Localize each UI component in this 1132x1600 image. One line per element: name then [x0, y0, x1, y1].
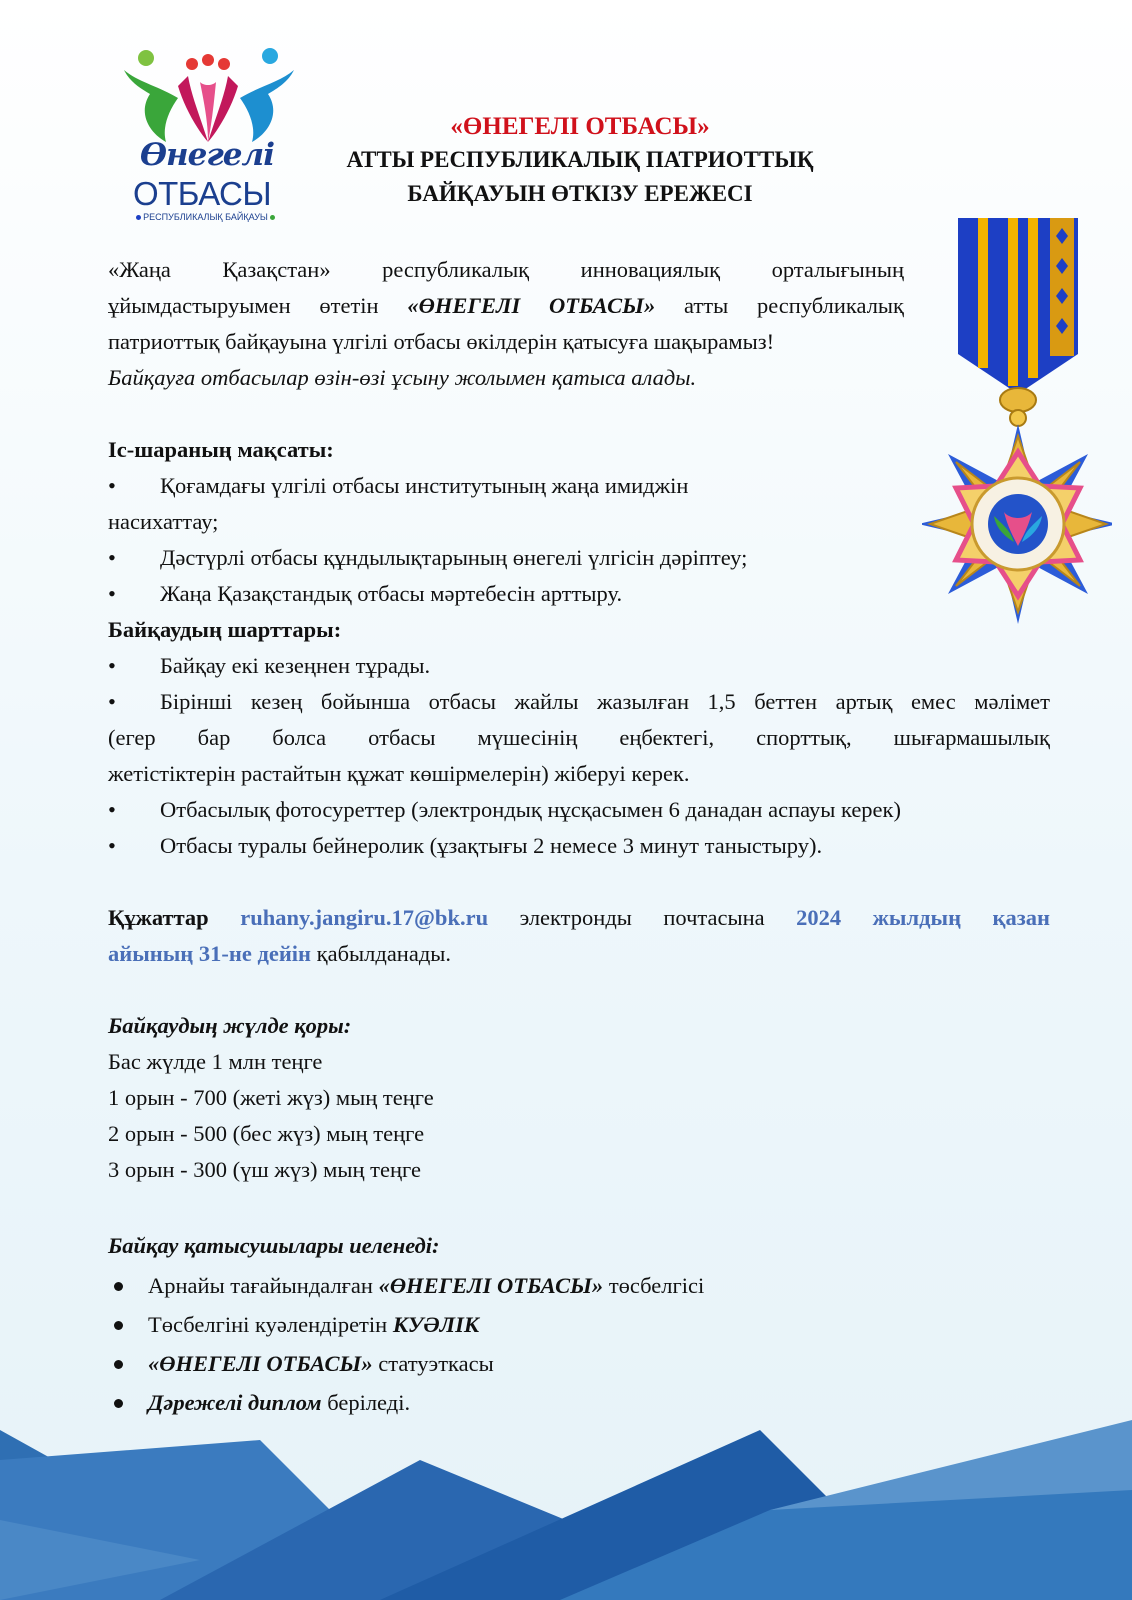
conditions-heading: Байқаудың шарттары:: [108, 617, 342, 642]
logo-script-text: Өнегелі: [140, 137, 274, 173]
conditions-item: •Байқау екі кезеңнен тұрады.: [108, 648, 1050, 684]
bullet-icon: [108, 648, 160, 684]
goals-item: •Қоғамдағы үлгілі отбасы институтының жаңа имиджін: [108, 468, 1050, 504]
award-item: «ӨНЕГЕЛІ ОТБАСЫ» статуэткасы: [108, 1344, 1050, 1383]
awards-section: [108, 1226, 1050, 1422]
documents-section: [108, 900, 1050, 972]
spacer: [108, 1188, 1050, 1226]
spacer: [108, 396, 1050, 432]
goals-item: •Жаңа Қазақстандық отбасы мәртебесін арттыру.: [108, 576, 1050, 612]
title-line-3: БАЙҚАУЫН ӨТКІЗУ ЕРЕЖЕСІ: [407, 181, 753, 206]
bullet-icon: [108, 540, 160, 576]
contact-email-link[interactable]: ruhany.jangiru.17@bk.ru: [240, 905, 489, 930]
award-item: Арнайы тағайындалған «ӨНЕГЕЛІ ОТБАСЫ» төсбелгісі: [108, 1266, 1050, 1305]
documents-line-2: айының 31-не дейін қабылданады.: [108, 941, 452, 966]
footer-decoration: [0, 1400, 1132, 1600]
conditions-section: [108, 612, 1050, 864]
prizes-section: [108, 1008, 1050, 1188]
bullet-icon: [108, 468, 160, 504]
title-line-2: АТТЫ РЕСПУБЛИКАЛЫҚ ПАТРИОТТЫҚ: [346, 147, 814, 172]
document-body: [108, 252, 1050, 1422]
intro-line-3: патриоттық байқауына үлгілі отбасы өкілдерін қатысуға шақырамыз!: [108, 329, 775, 354]
prize-first: 1 орын - 700 (жеті жүз) мың теңге: [108, 1085, 434, 1110]
document-title: [300, 110, 860, 211]
spacer: [108, 972, 1050, 1008]
bullet-icon: [108, 792, 160, 828]
prize-second: 2 орын - 500 (бес жүз) мың теңге: [108, 1121, 425, 1146]
onegeli-otbasy-logo: [118, 42, 303, 228]
goals-item-continuation: насихаттау;: [108, 509, 219, 534]
conditions-item: •Отбасылық фотосуреттер (электрондық нұсқасымен 6 данадан аспауы керек): [108, 792, 1050, 828]
contest-name-inline: «ӨНЕГЕЛІ ОТБАСЫ»: [407, 293, 656, 318]
logo-subtitle: РЕСПУБЛИКАЛЫҚ БАЙҚАУЫ: [118, 212, 293, 222]
bullet-icon: [108, 684, 160, 720]
conditions-item-continuation: (егер бар болса отбасы мүшесінің еңбектегі, спорттық, шығармашылық: [108, 725, 1050, 750]
goals-section: [108, 432, 1050, 612]
prizes-heading: Байқаудың жүлде қоры:: [108, 1013, 352, 1038]
awards-list: [108, 1266, 1050, 1422]
deadline-text: 2024 жылдың қазан: [796, 905, 1050, 930]
conditions-item-continuation: жетістіктерін растайтын құжат көшірмелерін) жіберуі керек.: [108, 761, 690, 786]
award-item: Төсбелгіні куәлендіретін КУӘЛІК: [108, 1305, 1050, 1344]
intro-paragraph: [108, 252, 904, 396]
documents-line-1: Құжаттар ruhany.jangiru.17@bk.ru электронды почтасына 2024 жылдың қазан: [108, 905, 1050, 930]
logo-word-text: ОТБАСЫ: [132, 175, 272, 212]
bullet-icon: [108, 828, 160, 864]
intro-line-1: «Жаңа Қазақстан» республикалық инновациялық орталығының: [108, 257, 904, 282]
awards-heading: Байқау қатысушылары иеленеді:: [108, 1233, 440, 1258]
conditions-item: •Отбасы туралы бейнеролик (ұзақтығы 2 немесе 3 минут таныстыру).: [108, 828, 1050, 864]
conditions-item: •Бірінші кезең бойынша отбасы жайлы жазылған 1,5 беттен артық емес мәлімет: [108, 684, 1050, 720]
prize-third: 3 орын - 300 (үш жүз) мың теңге: [108, 1157, 421, 1182]
goals-heading: Іс-шараның мақсаты:: [108, 437, 334, 462]
deadline-text: айының 31-не дейін: [108, 941, 312, 966]
prize-grand: Бас жүлде 1 млн теңге: [108, 1049, 323, 1074]
intro-line-4: Байқауға отбасылар өзін-өзі ұсыну жолымен қатыса алады.: [108, 365, 697, 390]
spacer: [108, 864, 1050, 900]
goals-item: •Дәстүрлі отбасы құндылықтарының өнегелі үлгісін дәріптеу;: [108, 540, 1050, 576]
intro-line-2: ұйымдастыруымен өтетін «ӨНЕГЕЛІ ОТБАСЫ» атты республикалық: [108, 293, 904, 318]
blue-dot-icon: [136, 215, 141, 220]
logo-figures-graphic: [118, 42, 303, 152]
title-contest-name: «ӨНЕГЕЛІ ОТБАСЫ»: [450, 113, 710, 140]
green-dot-icon: [270, 215, 275, 220]
award-item: Дәрежелі диплом беріледі.: [108, 1383, 1050, 1422]
bullet-icon: [108, 576, 160, 612]
